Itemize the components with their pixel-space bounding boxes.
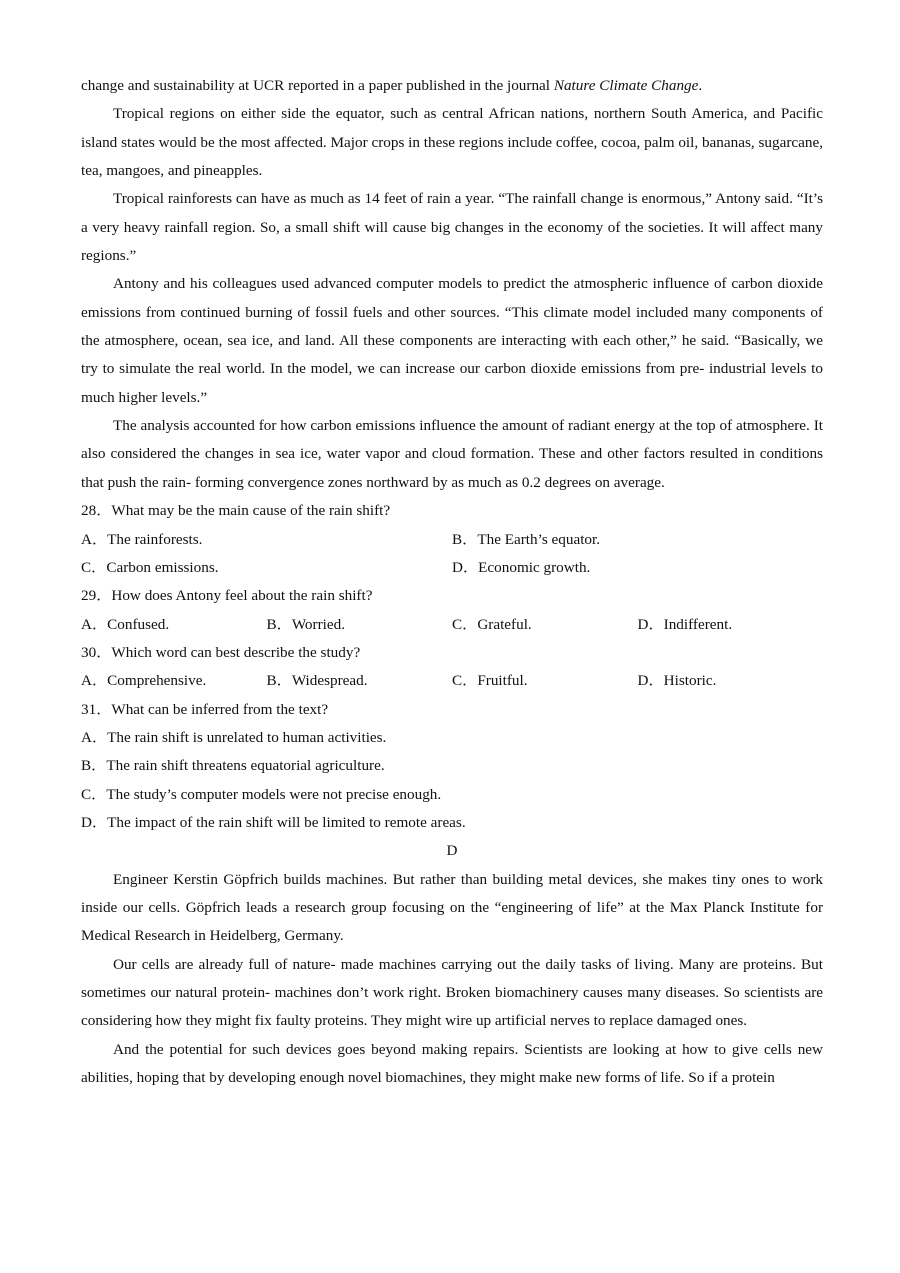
question-29-stem: 29．How does Antony feel about the rain shift? [81, 587, 373, 605]
question-29-options [81, 611, 823, 639]
question-29-option-d[interactable]: D．Indifferent. [637, 615, 733, 633]
question-28-option-c[interactable]: C．Carbon emissions. [81, 558, 219, 576]
question-28-options-row-1 [81, 526, 823, 554]
passage-c-paragraph-2: Tropical rainforests can have as much as 14 feet of rain a year. “The rainfall change is enormous,” Antony said. “It’s a very heavy rainfall region. So, a small shift will cause big changes in the economy of the societies. It will affect many regions.” [81, 190, 823, 265]
question-31-option-c[interactable]: C．The study’s computer models were not precise enough. [81, 785, 442, 803]
passage-c-paragraph-0 [81, 72, 823, 100]
question-28-options-row-2 [81, 554, 823, 582]
passage-d-paragraph-2: Our cells are already full of nature- made machines carrying out the daily tasks of living. Many are proteins. But sometimes our natural protein- machines don’t work right. Broken biomachinery causes many diseases. So scientists are considering how they might fix faulty proteins. They might wire up artificial nerves to replace damaged ones. [81, 955, 823, 1030]
exam-page [81, 72, 823, 1092]
question-29-option-c[interactable]: C．Grateful. [452, 615, 532, 633]
question-29-option-b[interactable]: B．Worried. [266, 615, 345, 633]
question-30-option-d[interactable]: D．Historic. [637, 672, 717, 690]
question-30-options [81, 667, 823, 695]
journal-title: Nature Climate Change [553, 77, 699, 94]
question-31-option-b[interactable]: B．The rain shift threatens equatorial agriculture. [81, 757, 385, 775]
paragraph-text: change and sustainability at UCR reported in a paper published in the journal [81, 77, 554, 94]
question-28-option-d[interactable]: D．Economic growth. [452, 558, 591, 576]
passage-c-paragraph-1: Tropical regions on either side the equator, such as central African nations, northern South America, and Pacific island states would be the most affected. Major crops in these regions include coffee, cocoa, palm oil, bananas, sugarcane, tea, mangoes, and pineapples. [81, 105, 823, 180]
question-31-option-d[interactable]: D．The impact of the rain shift will be limited to remote areas. [81, 813, 466, 831]
question-28-stem: 28．What may be the main cause of the rain shift? [81, 502, 391, 520]
question-31-option-a[interactable]: A．The rain shift is unrelated to human activities. [81, 728, 387, 746]
question-30-stem: 30．Which word can best describe the study? [81, 643, 361, 661]
question-28-option-a[interactable]: A．The rainforests. [81, 530, 203, 548]
passage-d-heading: D [446, 842, 458, 860]
question-28-option-b[interactable]: B．The Earth’s equator. [452, 530, 601, 548]
sentence-end: . [698, 77, 703, 94]
question-30-option-c[interactable]: C．Fruitful. [452, 672, 528, 690]
question-30-option-b[interactable]: B．Widespread. [266, 672, 368, 690]
passage-d-paragraph-1: Engineer Kerstin Göpfrich builds machines. But rather than building metal devices, she makes tiny ones to work inside our cells. Göpfrich leads a research group focusing on the “engineering of life” at the Max Planck Institute for Medical Research in Heidelberg, Germany. [81, 870, 823, 945]
question-29-option-a[interactable]: A．Confused. [81, 615, 170, 633]
question-30-option-a[interactable]: A．Comprehensive. [81, 672, 207, 690]
passage-d-paragraph-3: And the potential for such devices goes beyond making repairs. Scientists are looking at how to give cells new abilities, hoping that by developing enough novel biomachines, they might make new forms of life. So if a protein [81, 1040, 823, 1087]
passage-c-paragraph-4: The analysis accounted for how carbon emissions influence the amount of radiant energy at the top of atmosphere. It also considered the changes in sea ice, water vapor and cloud formation. These and other factors resulted in conditions that push the rain- forming convergence zones northward by as much as 0.2 degrees on average. [81, 417, 823, 491]
passage-c-paragraph-3: Antony and his colleagues used advanced computer models to predict the atmospheric influence of carbon dioxide emissions from continued burning of fossil fuels and other sources. “This climate model included many components of the atmosphere, ocean, sea ice, and land. All these components are interacting with each other,” he said. “Basically, we try to simulate the real world. In the model, we can increase our carbon dioxide emissions from pre- industrial levels to much higher levels.” [81, 275, 823, 406]
question-31-stem: 31．What can be inferred from the text? [81, 700, 329, 718]
